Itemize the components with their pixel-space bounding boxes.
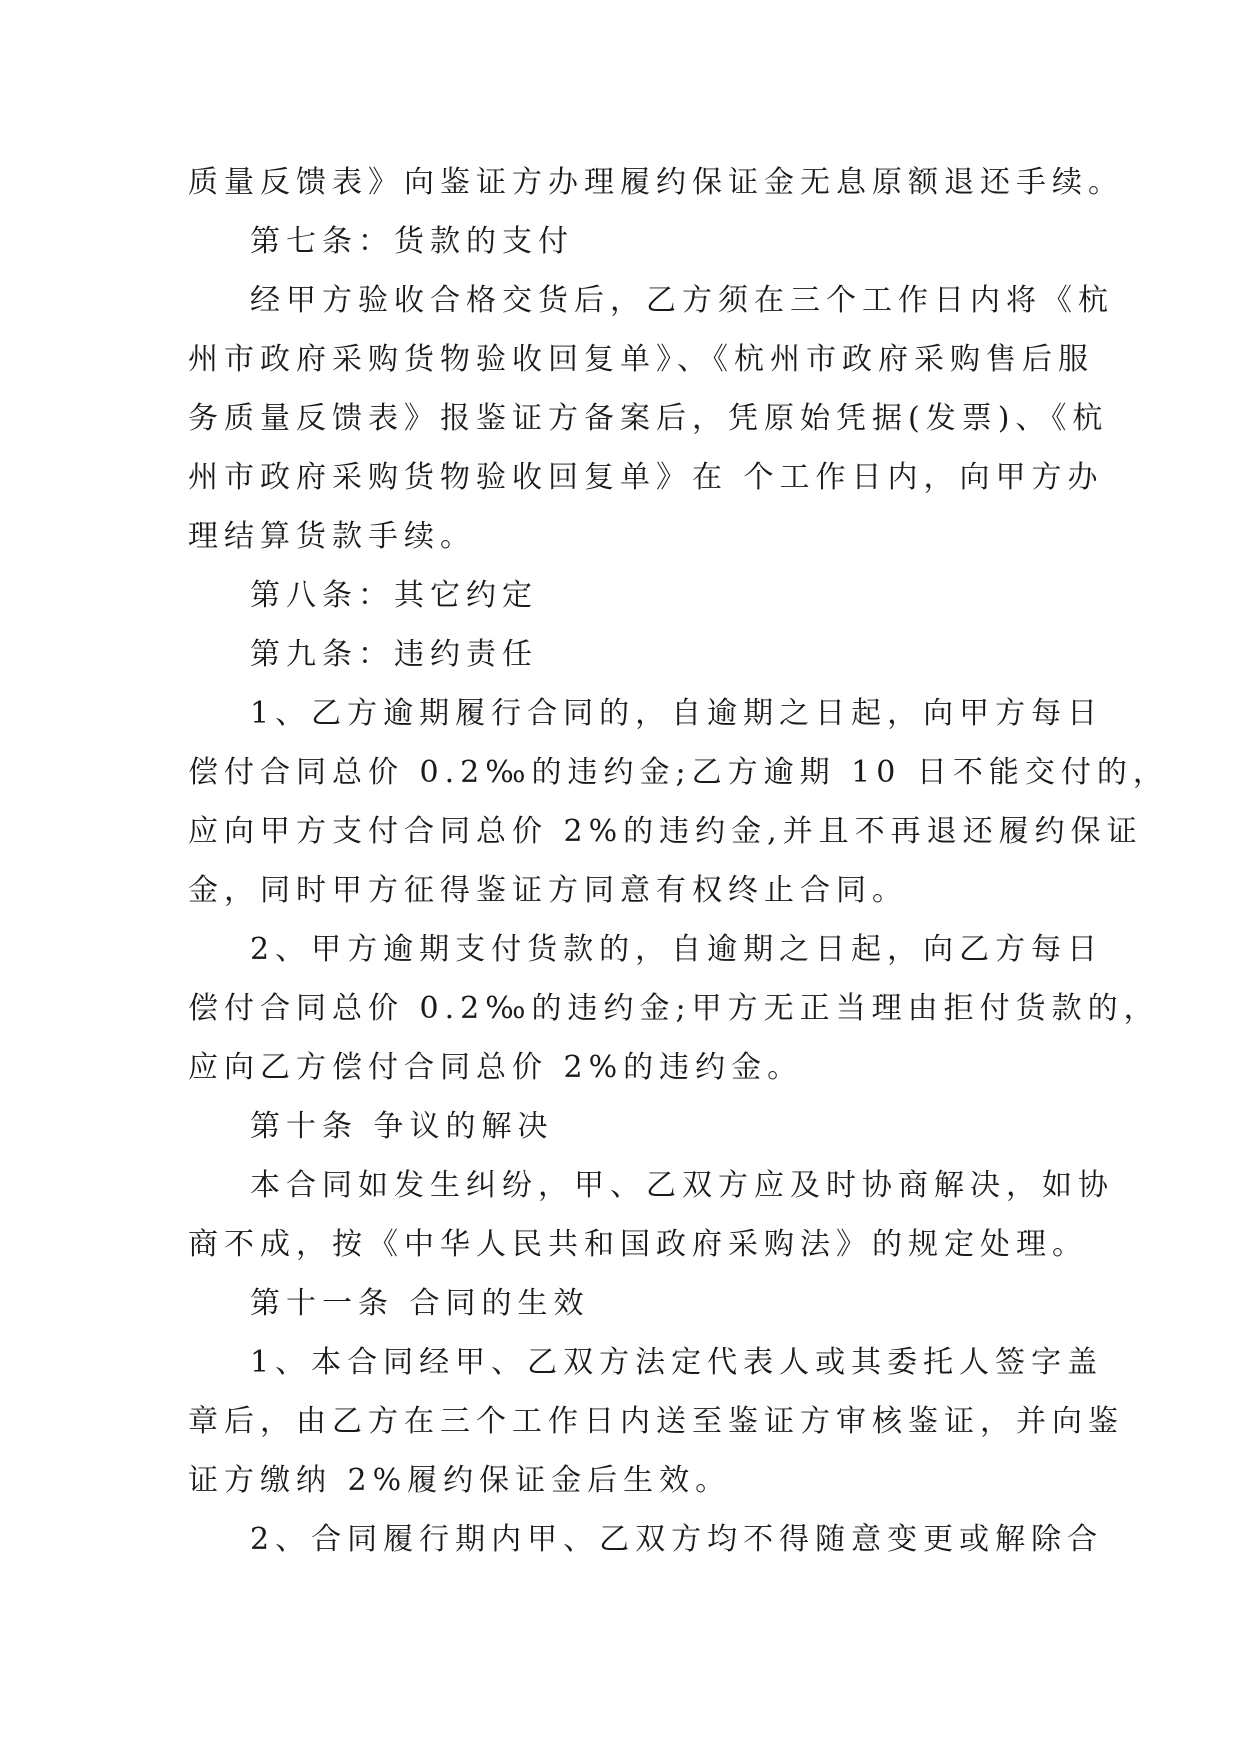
- text-line: 偿付合同总价 0.2‰的违约金;乙方逾期 10 日不能交付的，: [188, 755, 1169, 790]
- text-line: 1、乙方逾期履行合同的，自逾期之日起，向甲方每日: [250, 696, 1104, 731]
- text-line: 2、合同履行期内甲、乙双方均不得随意变更或解除合: [250, 1522, 1104, 1557]
- text-line: 质量反馈表》向鉴证方办理履约保证金无息原额退还手续。: [188, 165, 1124, 200]
- text-line: 理结算货款手续。: [188, 519, 476, 554]
- text-line: 2、甲方逾期支付货款的，自逾期之日起，向乙方每日: [250, 932, 1104, 967]
- section-heading-7: 第七条：货款的支付: [250, 224, 574, 259]
- section-heading-10: 第十条 争议的解决: [250, 1109, 554, 1144]
- section-heading-9: 第九条：违约责任: [250, 637, 538, 672]
- text-line: 务质量反馈表》报鉴证方备案后，凭原始凭据(发票)、《杭: [188, 401, 1109, 436]
- text-line: 金，同时甲方征得鉴证方同意有权终止合同。: [188, 873, 908, 908]
- text-line: 州市政府采购货物验收回复单》、《杭州市政府采购售后服: [188, 342, 1094, 377]
- text-line: 本合同如发生纠纷，甲、乙双方应及时协商解决，如协: [250, 1168, 1114, 1203]
- text-line: 州市政府采购货物验收回复单》在 个工作日内，向甲方办: [188, 460, 1104, 495]
- text-line: 经甲方验收合格交货后，乙方须在三个工作日内将《杭: [250, 283, 1114, 318]
- document-body: [188, 153, 1169, 1569]
- text-line: 商不成，按《中华人民共和国政府采购法》的规定处理。: [188, 1227, 1088, 1262]
- text-line: 应向甲方支付合同总价 2%的违约金,并且不再退还履约保证: [188, 814, 1143, 849]
- section-heading-8: 第八条：其它约定: [250, 578, 538, 613]
- text-line: 1、本合同经甲、乙双方法定代表人或其委托人签字盖: [250, 1345, 1104, 1380]
- text-line: 偿付合同总价 0.2‰的违约金;甲方无正当理由拒付货款的，: [188, 991, 1160, 1026]
- section-heading-11: 第十一条 合同的生效: [250, 1286, 590, 1321]
- text-line: 应向乙方偿付合同总价 2%的违约金。: [188, 1050, 804, 1085]
- text-line: 章后，由乙方在三个工作日内送至鉴证方审核鉴证，并向鉴: [188, 1404, 1124, 1439]
- text-line: 证方缴纳 2%履约保证金后生效。: [188, 1463, 732, 1498]
